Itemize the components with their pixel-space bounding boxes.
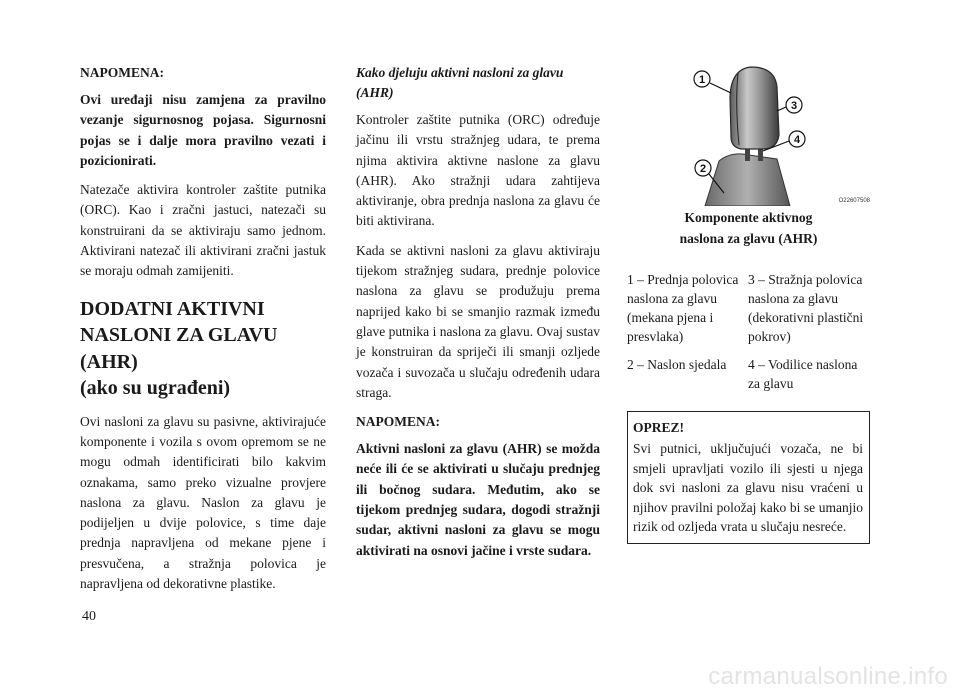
headrest-figure <box>627 63 870 206</box>
parts-legend <box>627 270 870 393</box>
figure-caption-line2: naslona za glavu (AHR) <box>679 231 818 246</box>
part-1: 1 – Prednja polovica naslona za glavu (mekana pjena i presvlaka) <box>627 272 739 344</box>
figure-code: O22607508 <box>838 198 870 204</box>
seat-back-shape <box>705 154 790 206</box>
subsection-heading: Kako djeluju aktivni nasloni za glavu (AHR) <box>356 65 564 100</box>
orc-paragraph: Kontroler zaštite putnika (ORC) određuje jačinu ili vrstu stražnjeg udara, te prema njima aktivira aktivne naslone za glavu (AHR). Ako stražnji udara zahtijeva aktiviranje, obra prednja naslona za glavu će biti aktivirana. <box>356 112 600 229</box>
figure-caption-line1: Komponente aktivnog <box>684 210 813 225</box>
callout-3 <box>777 97 802 113</box>
part-4: 4 – Vodilice naslona za glavu <box>748 357 858 391</box>
section-heading-line1: DODATNI AKTIVNI <box>80 297 265 320</box>
left-column <box>80 63 326 603</box>
section-heading-line2: NASLONI ZA GLAVU (AHR) <box>80 324 278 373</box>
warning-title: OPREZ! <box>633 420 685 435</box>
note-label: NAPOMENA: <box>80 65 164 80</box>
activation-paragraph: Kada se aktivni nasloni za glavu aktiviraju tijekom stražnjeg sudara, prednje polovice naslona za glavu se produžuju prema naprijed kako bi se smanjio razmak između glave putnika i naslona za glavu. Ovaj sustav je konstruiran da spriječi ili smanji ozljede vozača i suvozača u slučaju određenih udara straga. <box>356 242 600 400</box>
part-2: 2 – Naslon sjedala <box>627 357 727 372</box>
section-heading-line3: (ako su ugrađeni) <box>80 377 231 400</box>
callout-3-number: 3 <box>790 100 798 112</box>
note-label: NAPOMENA: <box>356 414 440 430</box>
page-number: 40 <box>82 609 96 624</box>
callout-2-number: 2 <box>699 163 707 175</box>
intro-paragraph: Ovi nasloni za glavu su pasivne, aktivirajuće komponente i vozila s ovom opremom se ne mogu odmah identificirati bilo kakvim oznakama, samo preko vizualne provjere naslona za glavu. Naslon za glavu je podijeljen u dvije polovice, s time daje prednja napravljena od mekane pjene i presvučena, a stražnja polovica je napravljena od dekorativne plastike. <box>80 413 326 592</box>
note-text: Ovi uređaji nisu zamjena za pravilno vezanje sigurnosnog pojasa. Sigurnosni pojas se i dalje mora pravilno vezati i pozicionirati. <box>80 92 326 168</box>
warning-text: Svi putnici, uključujući vozača, ne bi smjeli upravljati vozilo ili sjesti u njega dok svi nasloni za glavu nisu vraćeni u njihov pravilni položaj kako bi se umanjio rizik od ozljeda vrata u slučaju nesreće. <box>633 441 863 534</box>
middle-column <box>356 63 600 570</box>
watermark: carmanualsonline.info <box>708 663 948 690</box>
headrest-illustration <box>627 63 870 206</box>
warning-box <box>627 411 870 544</box>
callout-4-number: 4 <box>793 134 801 146</box>
part-3: 3 – Stražnja polovica naslona za glavu (dekorativni plastični pokrov) <box>748 272 864 344</box>
right-column <box>627 63 870 544</box>
section-heading <box>80 296 326 402</box>
note-text: Aktivni nasloni za glavu (AHR) se možda neće ili će se aktivirati u slučaju prednjeg ili bočnog sudara. Međutim, ako se tijekom prednjeg sudara, dogodi stražnji sudar, aktivni nasloni za glavu se mogu aktivirati na osnovi jačine i vrste sudara. <box>356 441 600 558</box>
tensioner-paragraph: Natezače aktivira kontroler zaštite putnika (ORC). Kao i zračni jastuci, natezači su konstruirani da se aktiviraju samo jednom. Aktivirani natezač ili aktivirani zračni jastuk se moraju odmah zamijeniti. <box>80 182 326 279</box>
callout-1-number: 1 <box>698 74 706 86</box>
